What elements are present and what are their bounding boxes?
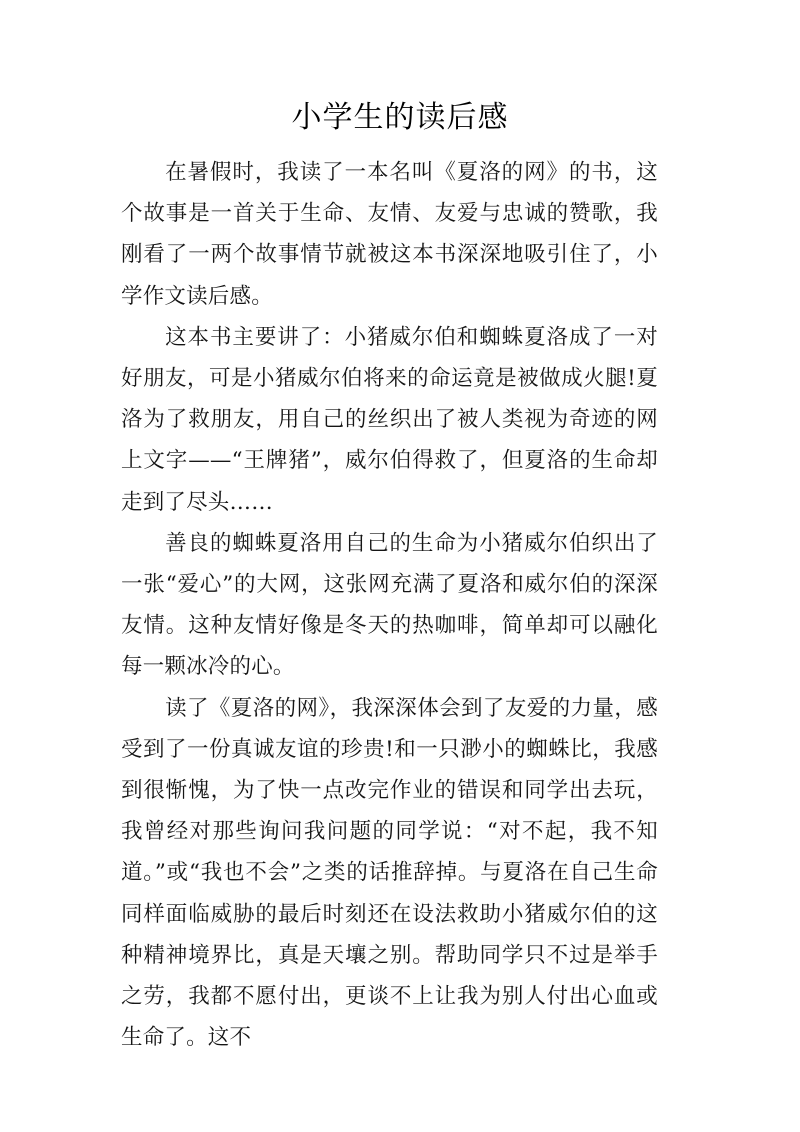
paragraph-3: 善良的蜘蛛夏洛用自己的生命为小猪威尔伯织出了一张“爱心”的大网，这张网充满了夏洛和威尔伯的深深友情。这种友情好像是冬天的热咖啡，简单却可以融化每一颗冰冷的心。 (121, 530, 658, 680)
paragraph-4: 读了《夏洛的网》，我深深体会到了友爱的力量，感受到了一份真诚友谊的珍贵!和一只渺小的蜘蛛比，我感到很惭愧，为了快一点改完作业的错误和同学出去玩，我曾经对那些询问我问题的同学说：“对不起，我不知道。”或“我也不会”之类的话推辞掉。与夏洛在自己生命同样面临威胁的最后时刻还在设法救助小猪威尔伯的这种精神境界比，真是天壤之别。帮助同学只不过是举手之劳，我都不愿付出，更谈不上让我为别人付出心血或生命了。这不 (121, 695, 658, 1051)
document-title: 小学生的读后感 (291, 100, 509, 135)
paragraph-2: 这本书主要讲了：小猪威尔伯和蜘蛛夏洛成了一对好朋友，可是小猪威尔伯将来的命运竟是被做成火腿!夏洛为了救朋友，用自己的丝织出了被人类视为奇迹的网上文字——“王牌猪”，威尔伯得救了，但夏洛的生命却走到了尽头…… (121, 324, 658, 515)
paragraph-1: 在暑假时，我读了一本名叫《夏洛的网》的书，这个故事是一首关于生命、友情、友爱与忠诚的赞歌，我刚看了一两个故事情节就被这本书深深地吸引住了，小学作文读后感。 (121, 160, 658, 309)
document-body (121, 152, 658, 1058)
